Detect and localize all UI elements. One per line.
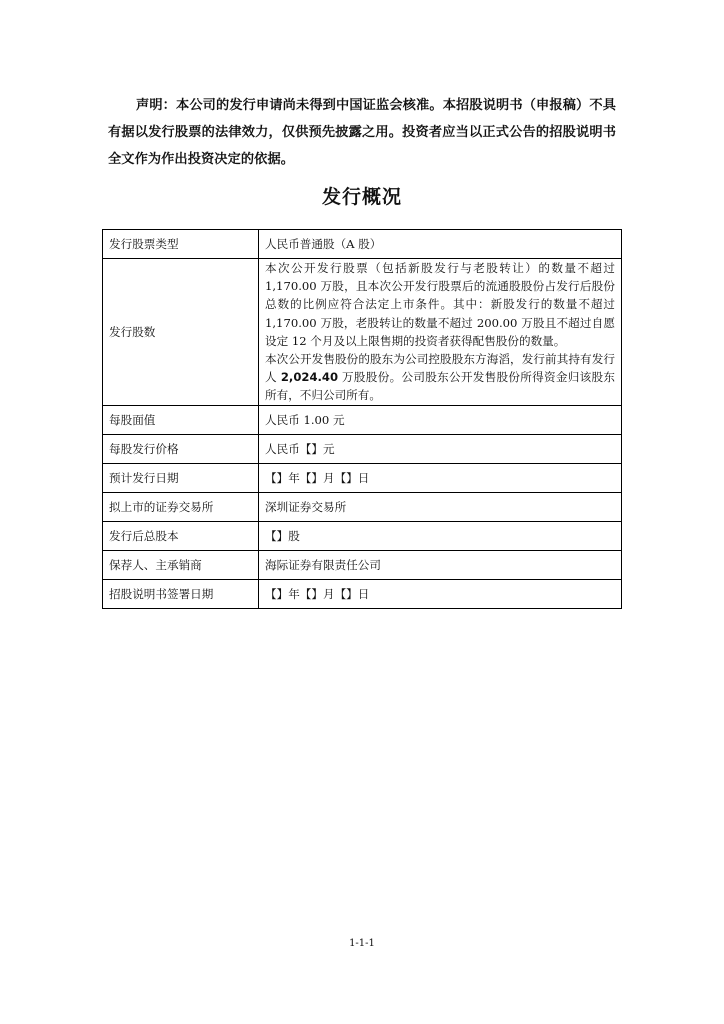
shares-paragraph-2 — [265, 350, 615, 405]
table-row — [103, 259, 622, 406]
row-value: 人民币 1.00 元 — [259, 405, 622, 434]
table-row — [103, 579, 622, 608]
row-value — [259, 259, 622, 406]
row-value: 海际证券有限责任公司 — [259, 550, 622, 579]
row-value: 【】年【】月【】日 — [259, 463, 622, 492]
table-row — [103, 230, 622, 259]
row-value: 人民币【】元 — [259, 434, 622, 463]
row-label: 每股面值 — [103, 405, 259, 434]
row-label: 每股发行价格 — [103, 434, 259, 463]
shares-held-value: 2,024.40 — [280, 370, 339, 385]
table-row — [103, 463, 622, 492]
table-row — [103, 434, 622, 463]
shares-text-a: 本次公开发售股份的股东为公司控股股东方海滔，发行前其持有发行人 — [265, 352, 615, 385]
disclaimer-text: 声明：本公司的发行申请尚未得到中国证监会核准。本招股说明书（申报稿）不具有据以发行股票的法律效力，仅供预先披露之用。投资者应当以正式公告的招股说明书全文作为作出投资决定的依据。 — [108, 98, 616, 167]
row-label: 保荐人、主承销商 — [103, 550, 259, 579]
row-label: 发行后总股本 — [103, 521, 259, 550]
table-row — [103, 521, 622, 550]
row-value: 深圳证券交易所 — [259, 492, 622, 521]
row-label: 招股说明书签署日期 — [103, 579, 259, 608]
section-title: 发行概况 — [321, 186, 402, 208]
table-row — [103, 405, 622, 434]
row-label: 发行股数 — [103, 259, 259, 406]
row-label: 预计发行日期 — [103, 463, 259, 492]
page-number: 1-1-1 — [349, 938, 375, 949]
shares-text-c: 万股股份。公司股东公开发售股份所得资金归该股东所有，不归公司所有。 — [265, 370, 616, 403]
table-row — [103, 492, 622, 521]
row-label: 发行股票类型 — [103, 230, 259, 259]
shares-paragraph-1: 本次公开发行股票（包括新股发行与老股转让）的数量不超过 1,170.00 万股，且本次公开发行股票后的流通股股份占发行后股份总数的比例应符合法定上市条件。其中：新股发行的数量不超过 1,170.00 万股，老股转让的数量不超过 200.00 万股且不超过自愿设定 12 个月及以上限售期的投资者获得配售股份的数量。 — [265, 261, 615, 348]
row-label: 拟上市的证券交易所 — [103, 492, 259, 521]
offering-overview-table — [102, 229, 622, 609]
row-value: 【】股 — [259, 521, 622, 550]
row-value: 【】年【】月【】日 — [259, 579, 622, 608]
table-row — [103, 550, 622, 579]
row-value: 人民币普通股（A 股） — [259, 230, 622, 259]
